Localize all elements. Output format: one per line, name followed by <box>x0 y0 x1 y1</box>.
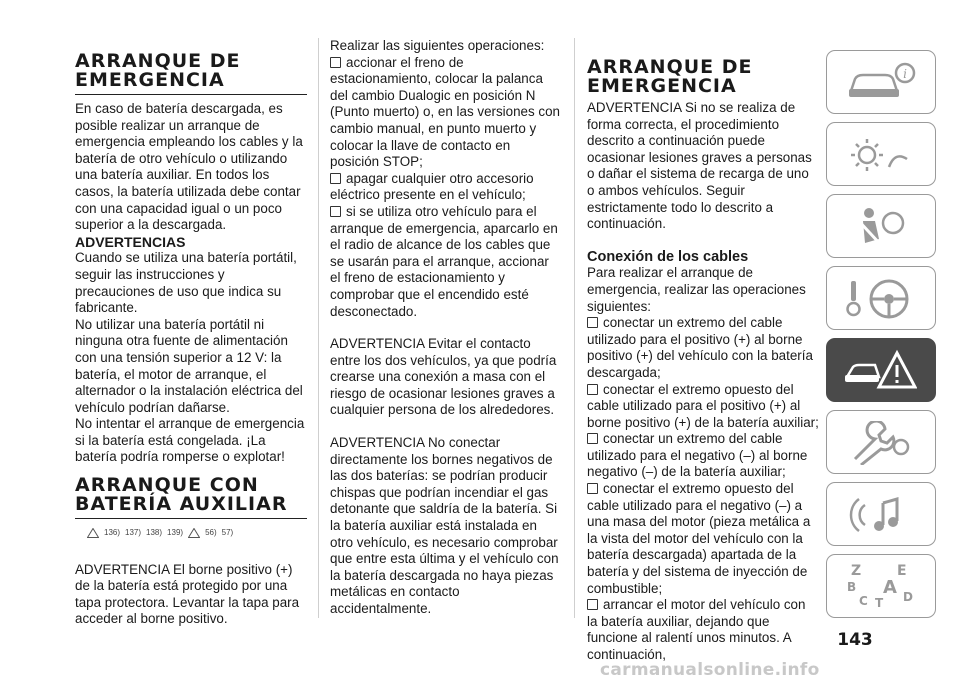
checkbox-bullet-icon <box>587 384 598 395</box>
warning-paragraph: Cuando se utiliza una batería portátil, seguir las instrucciones y precauciones de uso que indica su fabricante. <box>75 250 297 316</box>
bullet-text: conectar el extremo opuesto del cable utilizado para el negativo (–) a una masa del motor (pieza metálica a la vista del motor del vehículo con la batería descargada) apartada de la batería y del sistema de inyección de combustible; <box>587 481 811 596</box>
warning-paragraph: No intentar el arranque de emergencia si la batería está congelada. ¡La batería podría romperse o explotar! <box>75 416 305 465</box>
watermark: carmanualsonline.info <box>600 660 820 680</box>
bullet-item <box>330 204 562 320</box>
advertencia-paragraph: ADVERTENCIA Si no se realiza de forma correcta, el procedimiento descrito a continuación puede ocasionar lesiones graves a personas o dañar el sistema de recarga de uno o ambos vehículos. Seguir estrictamente todo lo descrito a continuación. <box>587 100 812 232</box>
index-letters-icon <box>845 561 917 609</box>
bullet-item <box>587 431 819 481</box>
tab-wrench-service[interactable] <box>826 410 936 474</box>
bullet-text: conectar un extremo del cable utilizado para el positivo (+) al borne positivo (+) del vehículo con la batería descargada; <box>587 315 813 380</box>
index-letter: E <box>897 563 907 579</box>
index-letter: B <box>847 580 857 594</box>
dashboard-lights-icon <box>845 133 917 177</box>
index-letter: A <box>883 577 897 598</box>
advertencia-paragraph: ADVERTENCIA El borne positivo (+) de la batería está protegido por una tapa protectora. Levantar la tapa para acceder al borne positivo. <box>75 561 300 627</box>
ref: 138) <box>146 528 163 538</box>
checkbox-bullet-icon <box>587 433 598 444</box>
ref: 56) <box>205 528 217 538</box>
bullet-text: apagar cualquier otro accesorio eléctrico presente en el vehículo; <box>330 170 534 203</box>
column-divider <box>318 38 319 618</box>
index-letter: Z <box>851 563 862 579</box>
ref: 57) <box>221 528 234 538</box>
tab-car-info[interactable] <box>826 50 936 114</box>
intro-paragraph: En caso de batería descargada, es posible realizar un arranque de emergencia empleando los cables y la batería de otro vehículo o utilizando una batería auxiliar. En todos los casos, la batería utilizada debe contar con una capacidad igual o un poco superior a la descargada. <box>75 101 303 233</box>
checkbox-bullet-icon <box>587 317 598 328</box>
bullet-text: si se utiliza otro vehículo para el arranque de emergencia, aparcarlo en el radio de alcance de los cables que se usarán para el arranque, accionar el freno de estacionamiento y comprobar que el encendido esté desconectado. <box>330 203 558 319</box>
intro-paragraph: Para realizar el arranque de emergencia, realizar las operaciones siguientes: <box>587 265 806 314</box>
ref: 139) <box>167 528 184 538</box>
heading-line: ARRANQUE DE <box>75 50 241 72</box>
emergency-warning-icon <box>845 349 917 393</box>
heading-line: EMERGENCIA <box>587 75 737 97</box>
warning-references <box>87 525 307 542</box>
index-letter: C <box>859 594 868 608</box>
heading-line: ARRANQUE DE <box>587 56 753 78</box>
wrench-service-icon <box>845 421 917 465</box>
warnings-heading: ADVERTENCIAS <box>75 233 186 250</box>
multimedia-icon <box>845 493 917 537</box>
checkbox-bullet-icon <box>587 483 598 494</box>
tab-index[interactable] <box>826 554 936 618</box>
bullet-item <box>587 481 819 597</box>
bullet-text: conectar un extremo del cable utilizado para el negativo (–) al borne negativo (–) de la batería auxiliar; <box>587 431 808 480</box>
checkbox-bullet-icon <box>587 599 598 610</box>
index-letter: T <box>875 596 884 609</box>
heading-line: ARRANQUE CON <box>75 474 259 497</box>
bullet-item <box>587 597 819 663</box>
bullet-text: arrancar el motor del vehículo con la batería auxiliar, dejando que funcione al ralentí unos minutos. A continuación, <box>587 597 806 662</box>
section-heading <box>587 58 819 96</box>
tab-airbag-safety[interactable] <box>826 194 936 258</box>
warning-triangle-icon <box>87 528 99 538</box>
heading-line: EMERGENCIA <box>75 69 225 91</box>
steering-key-icon <box>845 277 917 321</box>
advertencia-paragraph: ADVERTENCIA Evitar el contacto entre los dos vehículos, ya que podría crearse una conexión a masa con el riesgo de ocasionar lesiones graves a cualquier persona de los alrededores. <box>330 336 557 418</box>
section-heading <box>75 52 307 95</box>
column-1 <box>75 52 307 628</box>
tab-dashboard-lights[interactable] <box>826 122 936 186</box>
tab-emergency[interactable] <box>826 338 936 402</box>
checkbox-bullet-icon <box>330 173 341 184</box>
ref: 136) <box>104 528 121 538</box>
checkbox-bullet-icon <box>330 206 341 217</box>
bullet-item <box>587 315 819 381</box>
tab-steering-key[interactable] <box>826 266 936 330</box>
tab-multimedia[interactable] <box>826 482 936 546</box>
page-number: 143 <box>837 630 873 650</box>
column-2 <box>330 38 562 618</box>
heading-line: BATERÍA AUXILIAR <box>75 493 288 516</box>
bullet-item <box>330 55 562 171</box>
airbag-safety-icon <box>845 205 917 249</box>
bullet-text: conectar el extremo opuesto del cable utilizado para el positivo (+) al borne positivo (+) de la batería auxiliar; <box>587 381 819 430</box>
warning-paragraph: No utilizar una batería portátil ni ninguna otra fuente de alimentación con una tensión superior a 12 V: la batería, el motor de arranque, el alternador o la instalación eléctrica del vehículo podrían dañarse. <box>75 316 303 415</box>
advertencia-paragraph: ADVERTENCIA No conectar directamente los bornes negativos de las dos baterías: se podrían producir chispas que podrían incendiar el gas detonante que saldría de la batería. Si la batería auxiliar está instalada en otro vehículo, es necesario comprobar que entre esta última y el vehículo con la batería descargada no haya piezas metálicas en contacto accidentalmente. <box>330 435 559 616</box>
caution-triangle-icon <box>188 528 200 538</box>
bullet-text: accionar el freno de estacionamiento, colocar la palanca del cambio Dualogic en posición N (Punto muerto) o, en las versiones con cambio manual, en punto muerto y colocar la llave de contacto en posición STOP; <box>330 54 560 170</box>
car-info-icon <box>845 61 917 105</box>
bullet-item <box>330 171 562 204</box>
section-heading <box>75 476 307 519</box>
index-letter: D <box>903 590 913 604</box>
checkbox-bullet-icon <box>330 57 341 68</box>
ref: 137) <box>125 528 142 538</box>
column-3 <box>587 58 819 664</box>
bullet-item <box>587 382 819 432</box>
column-divider <box>574 38 575 618</box>
subheading: Conexión de los cables <box>587 248 749 265</box>
svg-text:i: i <box>903 67 907 81</box>
intro-paragraph: Realizar las siguientes operaciones: <box>330 38 545 53</box>
